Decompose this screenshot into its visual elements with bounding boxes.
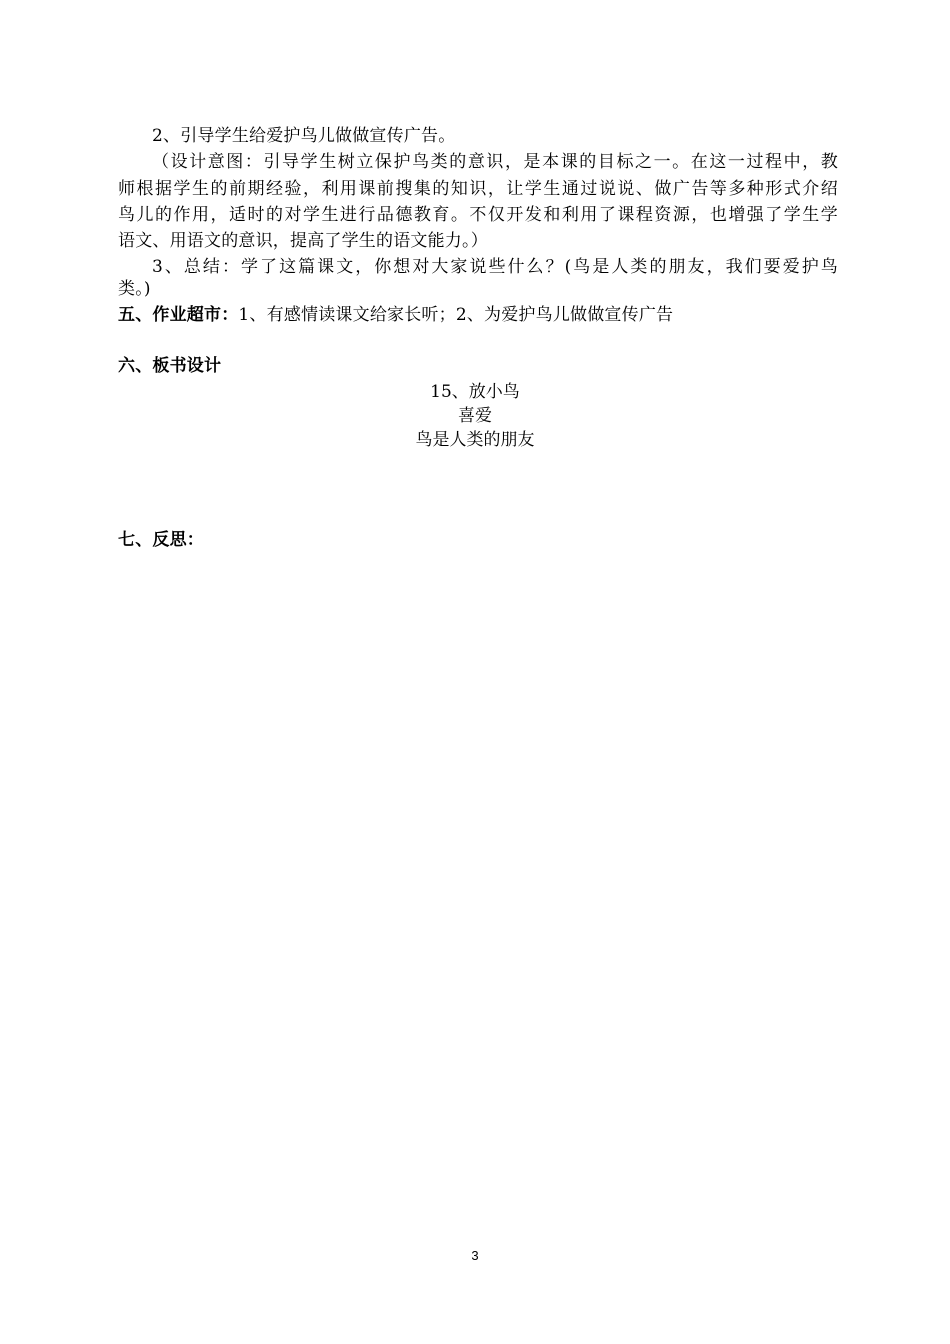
homework-text: 1、有感情读课文给家长听；2、为爱护鸟儿做做宣传广告 — [238, 305, 674, 325]
board-line-3: 鸟是人类的朋友 — [415, 430, 535, 450]
board-line-title: 15、放小鸟 — [430, 382, 520, 402]
design-intent-line-2: 师根据学生的前期经验，利用课前搜集的知识，让学生通过说说、做广告等多种形式介绍 — [118, 179, 838, 199]
item-3-line-2: 类。) — [118, 279, 151, 299]
homework-heading: 五、作业超市： — [118, 305, 239, 325]
page-number: 3 — [471, 1248, 479, 1263]
design-intent-line-4: 语文、用语文的意识，提高了学生的语文能力。） — [118, 231, 488, 251]
item-3-line-1: 3、总结：学了这篇课文，你想对大家说些什么？(鸟是人类的朋友，我们要爱护鸟 — [152, 257, 838, 277]
board-design-heading: 六、板书设计 — [118, 356, 222, 376]
reflection-heading: 七、反思： — [118, 530, 204, 550]
board-line-2: 喜爱 — [458, 406, 492, 426]
item-2-text: 2、引导学生给爱护鸟儿做做宣传广告。 — [152, 126, 456, 146]
homework-row — [118, 303, 838, 327]
design-intent-line-1: （设计意图：引导学生树立保护鸟类的意识，是本课的目标之一。在这一过程中，教 — [152, 152, 838, 172]
design-intent-line-3: 鸟儿的作用，适时的对学生进行品德教育。不仅开发和利用了课程资源，也增强了学生学 — [118, 205, 838, 225]
